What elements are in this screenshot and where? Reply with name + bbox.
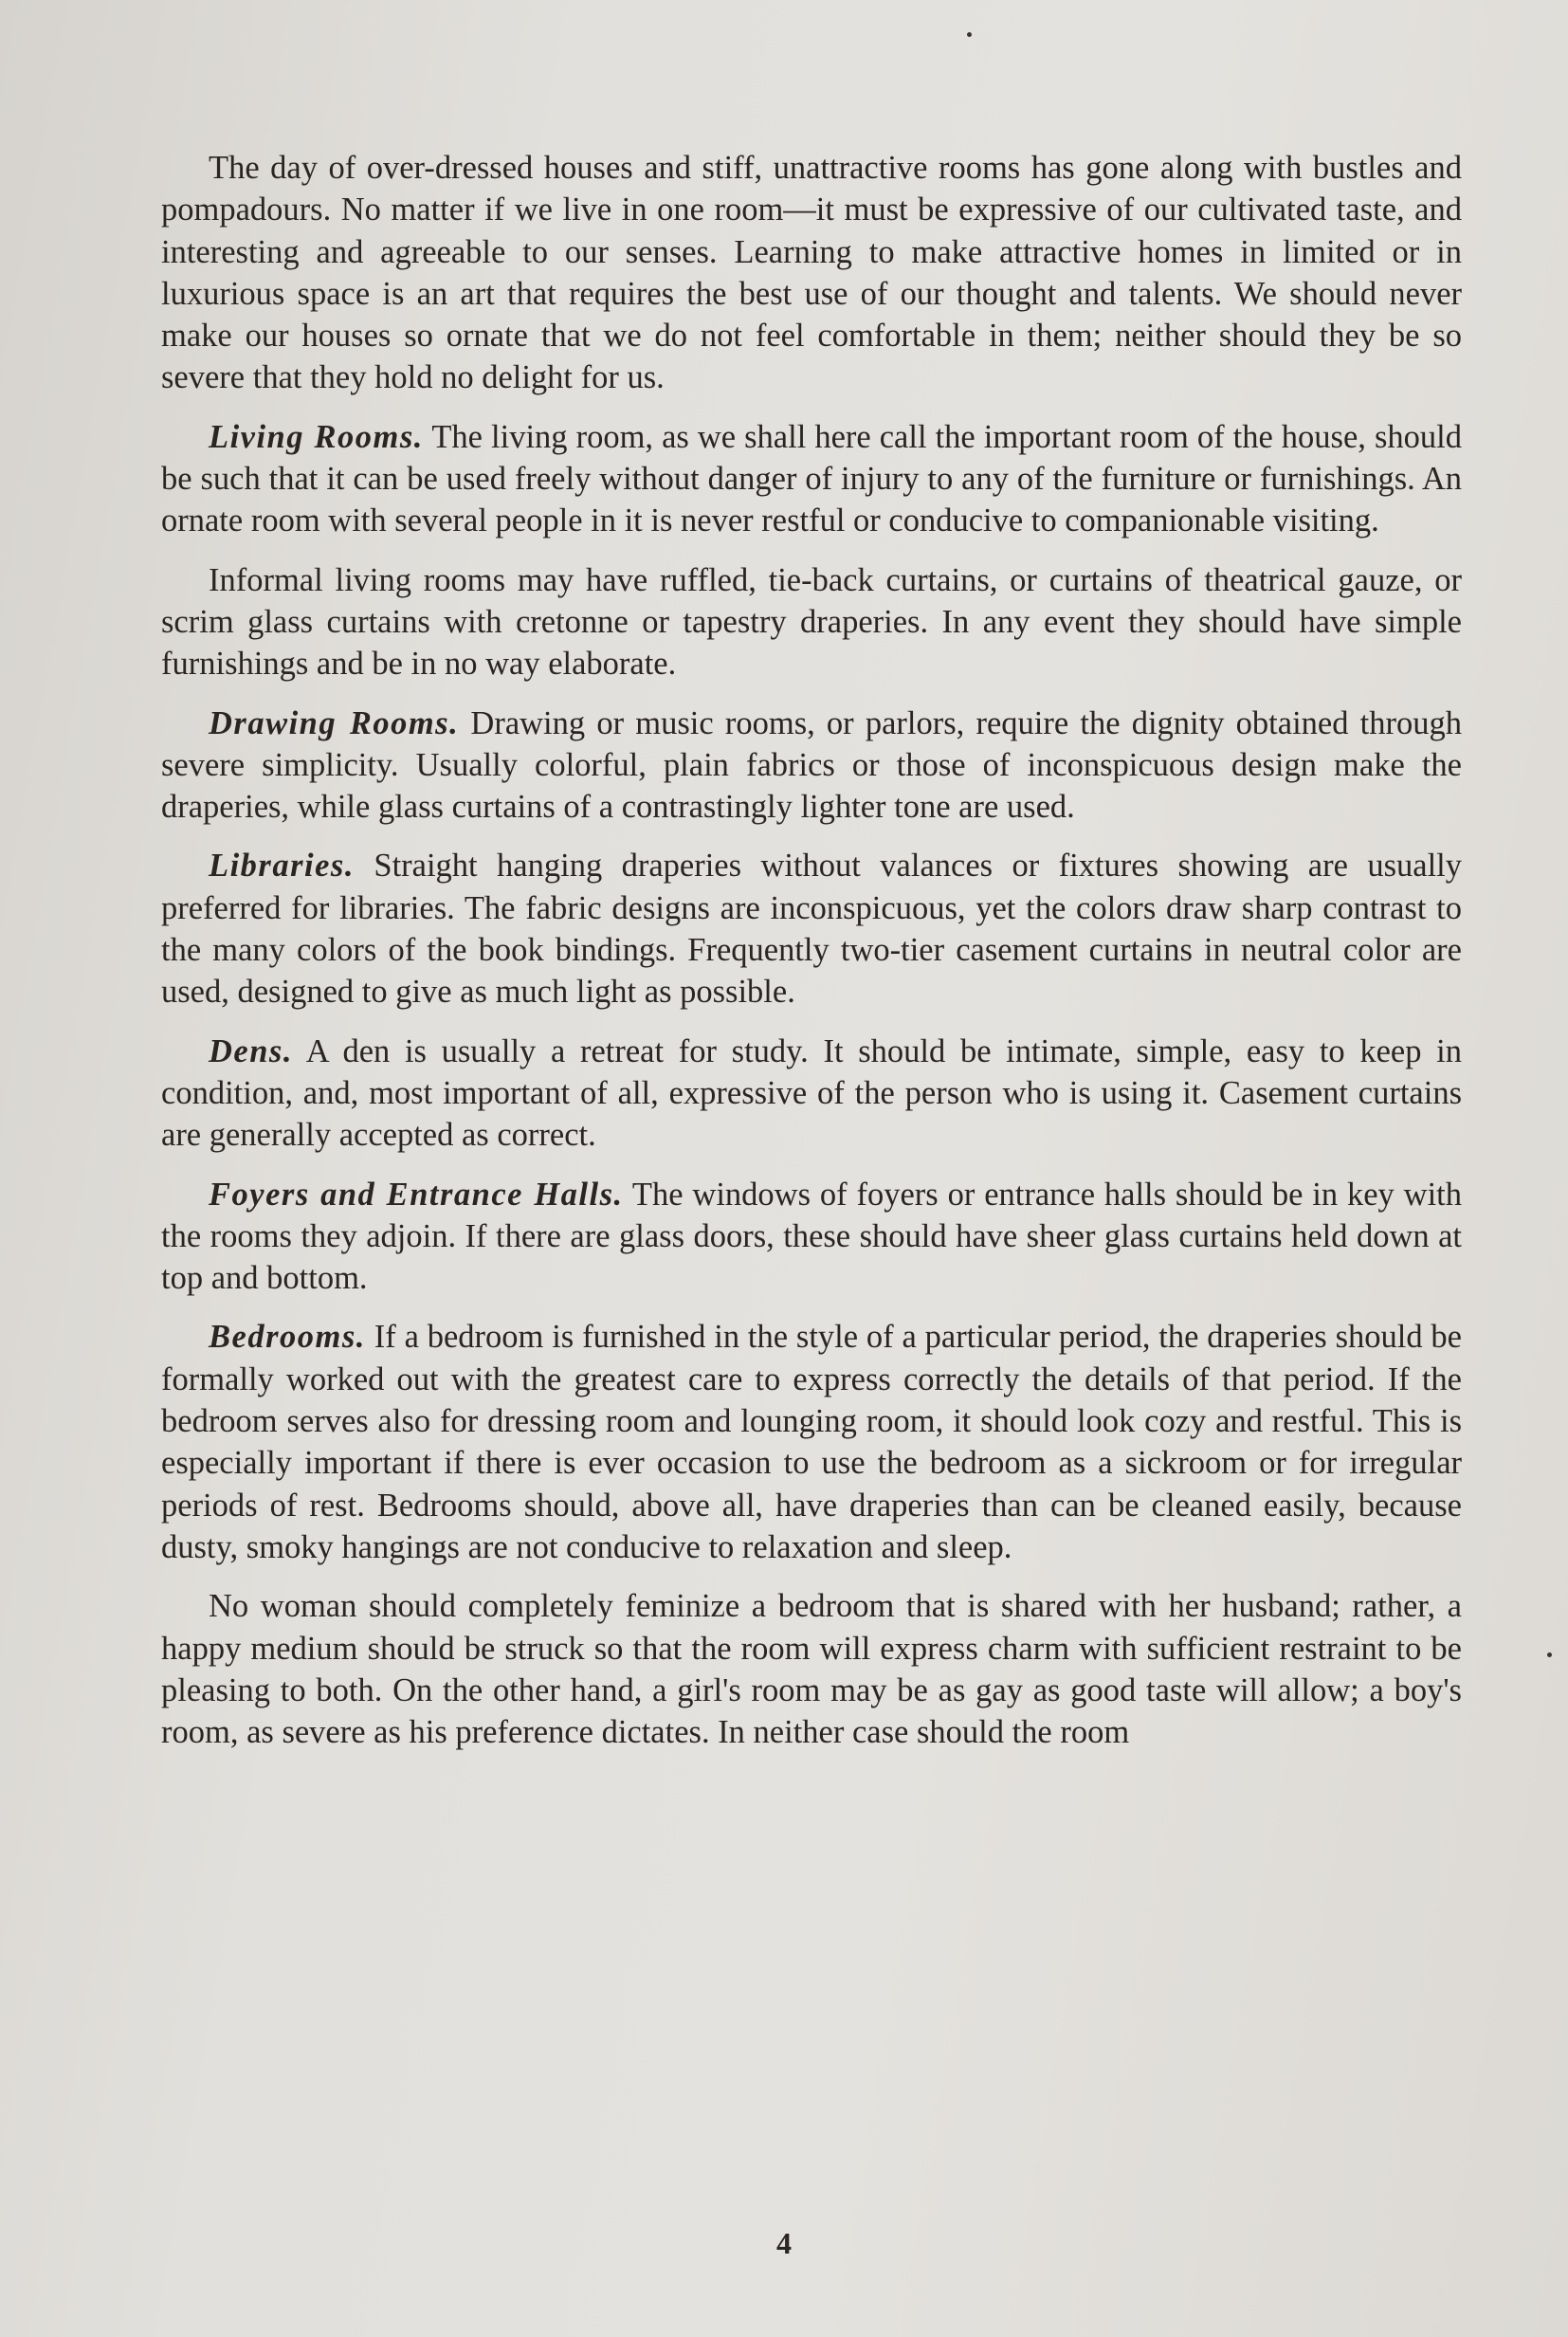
paragraph-bedrooms xyxy=(161,1316,1462,1568)
paragraph-libraries xyxy=(161,845,1462,1013)
paragraph-text: Straight hanging draperies without valances or fixtures showing are usually preferred for libraries. The fabric designs are inconspicuous, yet the colors draw sharp contrast to the many colors of the book bindings. Frequently two-tier casement curtains in neutral color are used, designed to give as much light as possible. xyxy=(161,848,1462,1011)
paragraph-intro xyxy=(161,147,1462,399)
paragraph-informal-living-rooms xyxy=(161,559,1462,685)
section-heading: Libraries. xyxy=(209,848,355,885)
paragraph-dens xyxy=(161,1031,1462,1157)
paragraph-text: If a bedroom is furnished in the style of a particular period, the draperies should be formally worked out with the greatest care to express correctly the details of that period. If the bedroom serves also for dressing room and lounging room, it should look cozy and restful. This is especially important if there is ever occasion to use the bedroom as a sickroom or for irregular periods of rest. Bedrooms should, above all, have draperies than can be cleaned easily, because dusty, smoky hangings are not conducive to relaxation and sleep. xyxy=(161,1319,1462,1565)
paragraph-text: Informal living rooms may have ruffled, tie-back curtains, or curtains of theatrical gauze, or scrim glass curtains with cretonne or tapestry draperies. In any event they should have simple furnishings and be in no way elaborate. xyxy=(161,561,1462,683)
paragraph-text: No woman should completely feminize a bedroom that is shared with her husband; rather, a happy medium should be struck so that the room will express charm with sufficient restraint to be pleasing to both. On the other hand, a girl's room may be as gay as good taste will allow; a boy's room, as severe as his preference dictates. In neither case should the room xyxy=(161,1588,1462,1751)
section-heading: Foyers and Entrance Halls. xyxy=(209,1176,624,1213)
section-heading: Dens. xyxy=(209,1032,293,1069)
paragraph-text: The living room, as we shall here call the important room of the house, should be such that it can be used freely without danger of injury to any of the furniture or furnishings. An ornate room with several people in it is never restful or conducive to companionable visiting. xyxy=(161,418,1462,539)
paper-speck xyxy=(1547,1652,1552,1657)
body-text xyxy=(161,147,1462,1770)
paragraph-foyers xyxy=(161,1174,1462,1300)
paragraph-text: The windows of foyers or entrance halls should be in key with the rooms they adjoin. If there are glass doors, these should have sheer glass curtains held down at top and bottom. xyxy=(161,1176,1462,1297)
paragraph-text: A den is usually a retreat for study. It should be intimate, simple, easy to keep in condition, and, most important of all, expressive of the person who is using it. Casement curtains are generally accepted as correct. xyxy=(161,1032,1462,1154)
paper-speck xyxy=(967,32,972,37)
section-heading: Bedrooms. xyxy=(209,1319,366,1356)
paragraph-living-rooms xyxy=(161,416,1462,542)
page-number: 4 xyxy=(776,2226,792,2260)
paragraph-text: Drawing or music rooms, or parlors, require the dignity obtained through severe simplicity. Usually colorful, plain fabrics or those of inconspicuous design make the draperies, while glass curtains of a contrastingly lighter tone are used. xyxy=(161,704,1462,826)
section-heading: Drawing Rooms. xyxy=(209,704,460,741)
paragraph-shared-bedroom xyxy=(161,1585,1462,1753)
paragraph-text: The day of over-dressed houses and stiff, unattractive rooms has gone along with bustles and pompadours. No matter if we live in one room—it must be expressive of our cultivated taste, and interesting and agreeable to our senses. Learning to make attractive homes in limited or in luxurious space is an art that requires the best use of our thought and talents. We should never make our houses so ornate that we do not feel comfortable in them; neither should they be so severe that they hold no delight for us. xyxy=(161,150,1462,396)
section-heading: Living Rooms. xyxy=(209,418,424,455)
paragraph-drawing-rooms xyxy=(161,703,1462,829)
